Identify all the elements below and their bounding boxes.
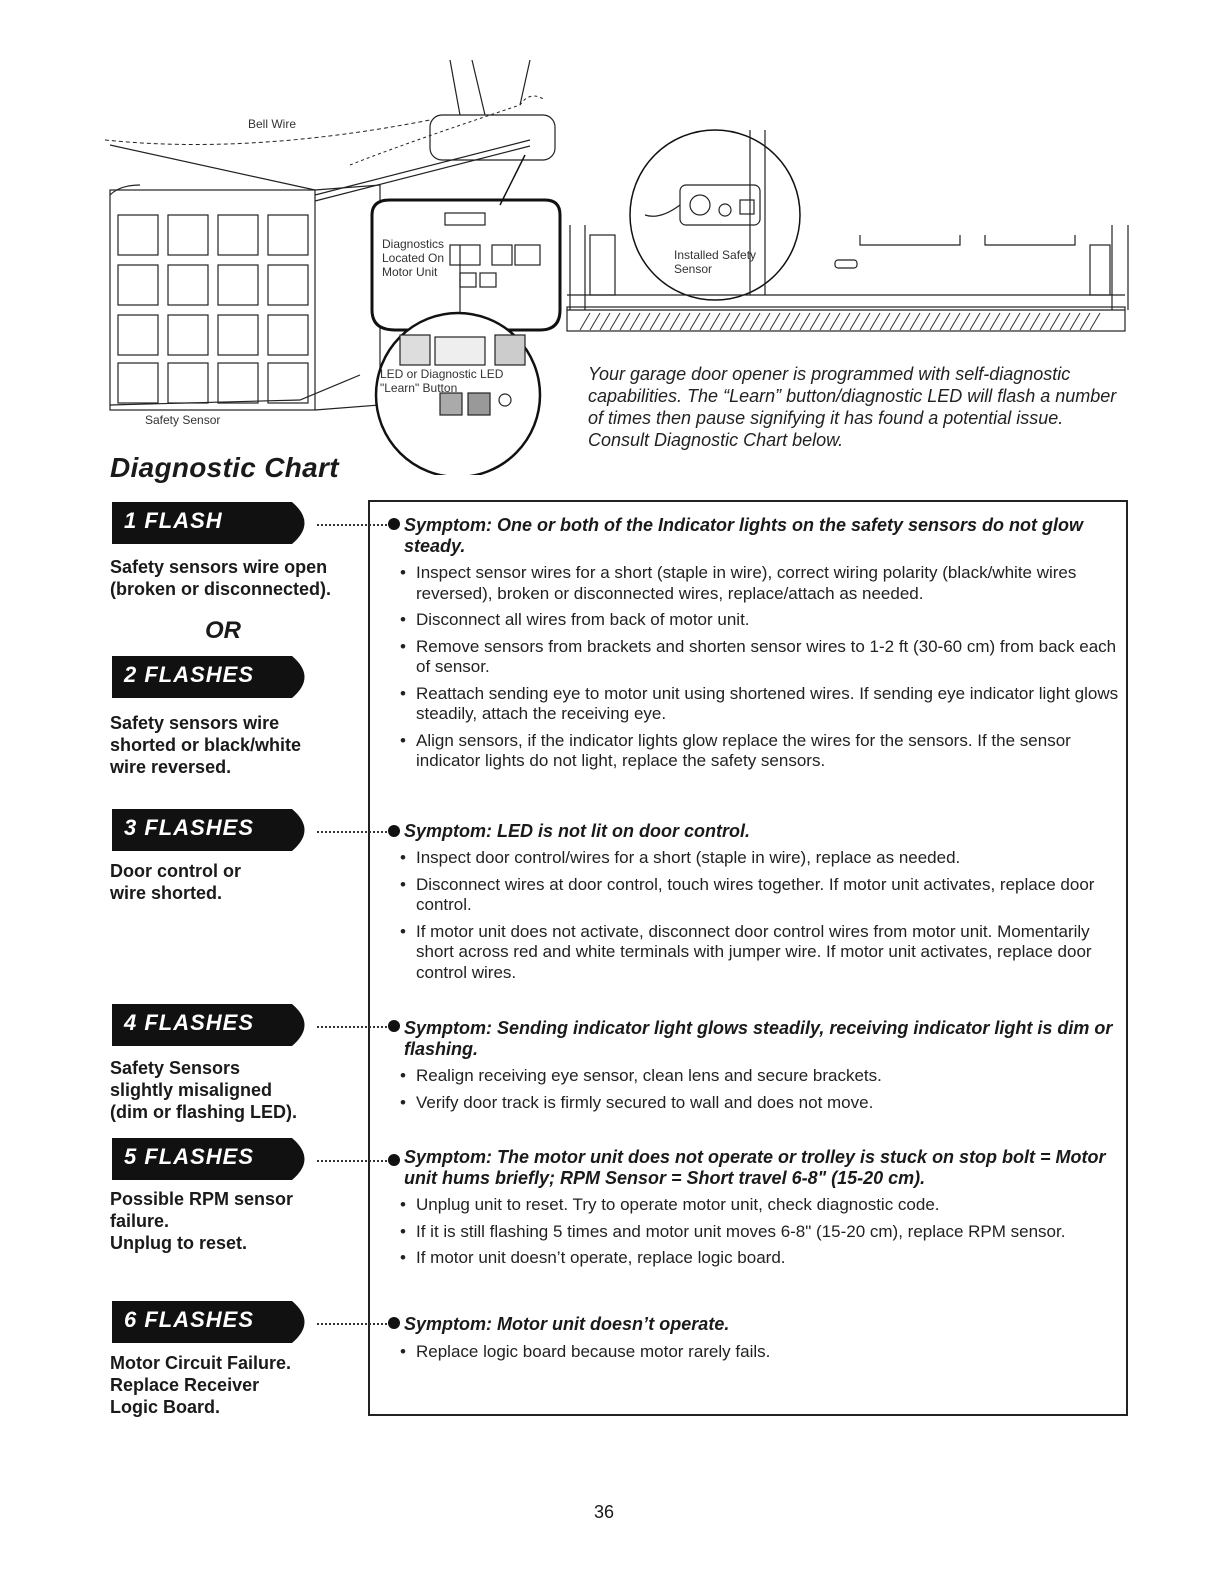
list-item [398, 1248, 1123, 1269]
step-text: Disconnect all wires from back of motor unit. [416, 610, 750, 629]
bullet-dot-icon [388, 1317, 400, 1329]
bullet-icon: • [400, 1092, 406, 1112]
list-item [398, 1066, 1123, 1087]
step-text: Reattach sending eye to motor unit using shortened wires. If sending eye indicator light glows steadily, attach the receiving eye. [416, 683, 1119, 723]
bullet-dot-icon [388, 1020, 400, 1032]
step-text: If it is still flashing 5 times and motor unit moves 6-8" (15-20 cm), replace RPM sensor. [416, 1221, 1066, 1241]
list-item [398, 610, 1123, 631]
flash-badge-4 [112, 1004, 317, 1046]
symptom-heading: Symptom: One or both of the Indicator lights on the safety sensors do not glow steady. [404, 515, 1084, 556]
steps-list [398, 563, 1123, 778]
bullet-dot-icon [388, 1154, 400, 1166]
bullet-icon: • [400, 610, 406, 629]
cause-text: Safety sensors wire shorted or black/white wire reversed. [110, 713, 302, 777]
step-text: Realign receiving eye sensor, clean lens and secure brackets. [416, 1066, 882, 1085]
flash-badge-5 [112, 1138, 317, 1180]
step-text: If motor unit does not activate, disconnect door control wires from motor unit. Momentarily short across red and white terminals with jumper wire. If motor unit activates, replace door control wires. [416, 921, 1092, 982]
bullet-icon: • [400, 683, 406, 703]
diagnostics-location-label: Diagnostics Located On Motor Unit [382, 237, 445, 279]
step-text: If motor unit doesn’t operate, replace logic board. [416, 1248, 786, 1267]
flash-badge-label: 6 FLASHES [124, 1307, 255, 1332]
or-label: OR [205, 617, 241, 644]
cause-text: Motor Circuit Failure. Replace Receiver Logic Board. [110, 1353, 292, 1417]
flash-badge-label: 1 FLASH [124, 508, 223, 533]
step-text: Disconnect wires at door control, touch wires together. If motor unit activates, replace door control. [416, 874, 1095, 914]
diagnostic-chart-title: Diagnostic Chart [110, 452, 339, 483]
flash-badge-label: 2 FLASHES [124, 662, 255, 687]
bullet-icon: • [400, 636, 406, 656]
intro-paragraph: Your garage door opener is programmed with self-diagnostic capabilities. The “Learn” button/diagnostic LED will flash a number of times then pause signifying it has found a potential issue. Consult Diagnostic Chart below. [588, 364, 1117, 450]
bullet-icon: • [400, 1221, 406, 1241]
symptom-heading: Symptom: The motor unit does not operate or trolley is stuck on stop bolt = Motor unit hums briefly; RPM Sensor = Short travel 6-8" (15-20 cm). [404, 1147, 1106, 1188]
bullet-icon: • [400, 874, 406, 894]
leader-line [317, 831, 391, 833]
flash-badge-label: 3 FLASHES [124, 815, 255, 840]
steps-list [398, 1195, 1123, 1275]
list-item [398, 875, 1123, 916]
list-item [398, 563, 1123, 604]
list-item [398, 684, 1123, 725]
list-item [398, 1222, 1123, 1243]
bullet-icon: • [400, 1066, 406, 1085]
bullet-icon: • [400, 1195, 406, 1214]
flash-badge-6 [112, 1301, 317, 1343]
page-number: 36 [594, 1502, 615, 1522]
flash-badge-2 [112, 656, 317, 698]
symptom-heading: Symptom: Sending indicator light glows steadily, receiving indicator light is dim or flashing. [404, 1018, 1113, 1059]
flash-badge-label: 4 FLASHES [124, 1010, 255, 1035]
leader-line [317, 1160, 391, 1162]
list-item [398, 637, 1123, 678]
step-text: Align sensors, if the indicator lights glow replace the wires for the sensors. If the sensor indicator lights do not light, replace the safety sensors. [416, 730, 1071, 770]
steps-list [398, 1066, 1123, 1119]
list-item [398, 1342, 1123, 1363]
bullet-icon: • [400, 730, 406, 750]
bullet-dot-icon [388, 825, 400, 837]
cause-text: Safety Sensors slightly misaligned (dim or flashing LED). [110, 1058, 297, 1122]
cause-text: Safety sensors wire open (broken or disconnected). [110, 557, 332, 599]
step-text: Inspect sensor wires for a short (staple in wire), correct wiring polarity (black/white wires reversed), broken or disconnected wires, replace/attach as needed. [416, 563, 1077, 603]
led-learn-button-label: LED or Diagnostic LED "Learn" Button [380, 367, 504, 395]
leader-line [317, 1026, 391, 1028]
bullet-icon: • [400, 1248, 406, 1267]
symptom-heading: Symptom: LED is not lit on door control. [404, 821, 750, 841]
leader-line [317, 1323, 391, 1325]
cause-text: Door control or wire shorted. [110, 861, 241, 903]
bullet-icon: • [400, 563, 406, 582]
step-text: Inspect door control/wires for a short (staple in wire), replace as needed. [416, 848, 961, 867]
list-item [398, 1093, 1123, 1114]
steps-list [398, 848, 1123, 989]
steps-list [398, 1342, 1123, 1369]
installed-safety-sensor-label: Installed Safety Sensor [674, 248, 757, 276]
leader-line [317, 524, 391, 526]
list-item [398, 731, 1123, 772]
step-text: Verify door track is firmly secured to wall and does not move. [416, 1092, 874, 1112]
flash-badge-label: 5 FLASHES [124, 1144, 255, 1169]
step-text: Unplug unit to reset. Try to operate motor unit, check diagnostic code. [416, 1195, 940, 1214]
bullet-icon: • [400, 1342, 406, 1361]
bell-wire-label: Bell Wire [248, 117, 297, 131]
safety-sensor-label: Safety Sensor [145, 413, 221, 427]
bullet-dot-icon [388, 518, 400, 530]
cause-text: Possible RPM sensor failure. Unplug to reset. [110, 1189, 294, 1253]
step-text: Remove sensors from brackets and shorten sensor wires to 1-2 ft (30-60 cm) from back each of sensor. [416, 636, 1117, 676]
list-item [398, 1195, 1123, 1216]
bullet-icon: • [400, 921, 406, 941]
list-item [398, 848, 1123, 869]
symptom-heading: Symptom: Motor unit doesn’t operate. [404, 1314, 730, 1334]
list-item [398, 922, 1123, 984]
step-text: Replace logic board because motor rarely fails. [416, 1342, 771, 1361]
bullet-icon: • [400, 848, 406, 867]
flash-badge-3 [112, 809, 317, 851]
flash-badge-1 [112, 502, 317, 544]
